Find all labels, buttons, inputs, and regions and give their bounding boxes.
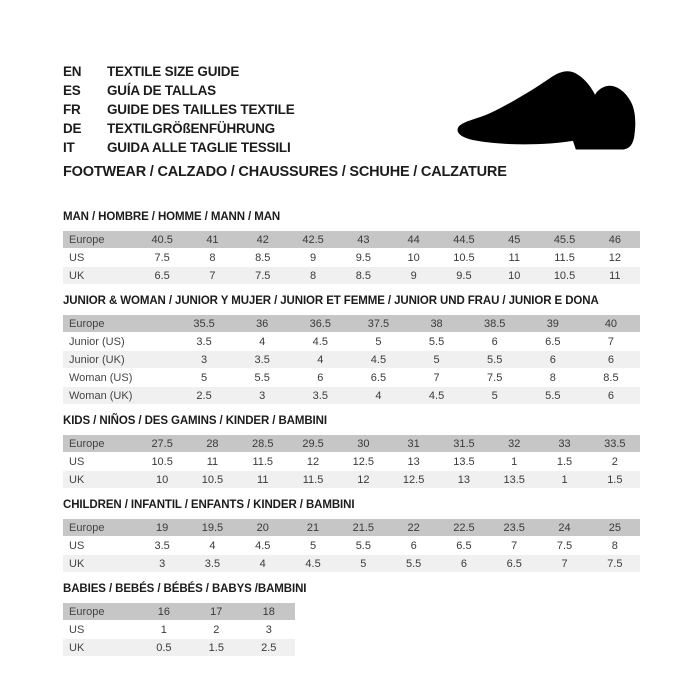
size-value: 12 — [338, 471, 388, 488]
table-row — [63, 387, 640, 404]
size-value: 16 — [138, 603, 190, 620]
size-value: 3 — [233, 387, 291, 404]
row-label: US — [63, 453, 137, 470]
size-value: 3.5 — [233, 351, 291, 368]
size-value: 7.5 — [238, 267, 288, 284]
size-value: 3.5 — [137, 537, 187, 554]
size-value: 1 — [138, 621, 190, 638]
table-row — [63, 315, 640, 332]
language-code: IT — [63, 140, 75, 155]
tables-container — [63, 211, 640, 657]
size-table-title: CHILDREN / INFANTIL / ENFANTS / KINDER / BAMBINI — [63, 499, 355, 511]
size-value: 22.5 — [439, 519, 489, 536]
size-value: 31.5 — [439, 435, 489, 452]
size-value: 3 — [175, 351, 233, 368]
size-value: 40 — [582, 315, 640, 332]
row-label: Junior (UK) — [63, 351, 175, 368]
size-value: 2.5 — [175, 387, 233, 404]
size-value: 9.5 — [338, 249, 388, 266]
size-value: 22 — [388, 519, 438, 536]
language-label: GUÍA DE TALLAS — [107, 83, 216, 98]
size-value: 5.5 — [338, 537, 388, 554]
size-value: 11.5 — [238, 453, 288, 470]
size-value: 7 — [408, 369, 466, 386]
size-value: 7 — [187, 267, 237, 284]
size-table-section — [63, 415, 640, 489]
language-label: GUIDE DES TAILLES TEXTILE — [107, 102, 295, 117]
table-row — [63, 351, 640, 368]
size-table — [63, 314, 640, 405]
table-row — [63, 333, 640, 350]
table-row — [63, 519, 640, 536]
size-value: 3 — [137, 555, 187, 572]
size-value: 13 — [439, 471, 489, 488]
size-value: 8 — [524, 369, 582, 386]
size-value: 39 — [524, 315, 582, 332]
row-label: UK — [63, 639, 138, 656]
table-row — [63, 267, 640, 284]
size-value: 4 — [349, 387, 407, 404]
size-value: 21.5 — [338, 519, 388, 536]
size-value: 37.5 — [349, 315, 407, 332]
size-value: 3.5 — [175, 333, 233, 350]
size-value: 35.5 — [175, 315, 233, 332]
size-value: 5 — [349, 333, 407, 350]
size-value: 23.5 — [489, 519, 539, 536]
size-value: 7 — [539, 555, 589, 572]
size-value: 4.5 — [349, 351, 407, 368]
size-value: 11.5 — [288, 471, 338, 488]
size-value: 8 — [288, 267, 338, 284]
size-value: 1 — [539, 471, 589, 488]
size-table-title: BABIES / BEBÉS / BÉBÉS / BABYS /BAMBINI — [63, 583, 307, 595]
row-label: US — [63, 249, 137, 266]
size-value: 0.5 — [138, 639, 190, 656]
size-value: 9.5 — [439, 267, 489, 284]
size-value: 13 — [388, 453, 438, 470]
size-value: 44.5 — [439, 231, 489, 248]
size-value: 12 — [288, 453, 338, 470]
language-code: ES — [63, 83, 81, 98]
size-value: 19.5 — [187, 519, 237, 536]
category-title: FOOTWEAR / CALZADO / CHAUSSURES / SCHUHE / CALZATURE — [63, 164, 507, 180]
row-label: Woman (UK) — [63, 387, 175, 404]
size-value: 5 — [338, 555, 388, 572]
size-value: 43 — [338, 231, 388, 248]
table-row — [63, 249, 640, 266]
table-row — [63, 369, 640, 386]
size-value: 4.5 — [238, 537, 288, 554]
size-value: 46 — [590, 231, 640, 248]
size-value: 7.5 — [466, 369, 524, 386]
size-value: 11.5 — [539, 249, 589, 266]
size-value: 25 — [590, 519, 640, 536]
size-value: 5 — [288, 537, 338, 554]
size-value: 10 — [388, 249, 438, 266]
size-value: 4 — [291, 351, 349, 368]
size-value: 33.5 — [590, 435, 640, 452]
table-row — [63, 621, 295, 638]
row-label: Europe — [63, 231, 137, 248]
table-row — [63, 435, 640, 452]
shoe-icon — [448, 66, 648, 162]
size-value: 6.5 — [349, 369, 407, 386]
size-value: 5.5 — [524, 387, 582, 404]
size-table-title: MAN / HOMBRE / HOMME / MANN / MAN — [63, 211, 281, 223]
size-value: 5.5 — [233, 369, 291, 386]
size-value: 7.5 — [590, 555, 640, 572]
size-value: 6 — [291, 369, 349, 386]
size-value: 45.5 — [539, 231, 589, 248]
size-value: 6 — [582, 387, 640, 404]
size-value: 5.5 — [408, 333, 466, 350]
size-table-section — [63, 211, 640, 285]
size-value: 44 — [388, 231, 438, 248]
size-value: 2.5 — [243, 639, 295, 656]
size-table — [63, 434, 640, 489]
size-table-title: JUNIOR & WOMAN / JUNIOR Y MUJER / JUNIOR ET FEMME / JUNIOR UND FRAU / JUNIOR E DONA — [63, 295, 599, 307]
size-value: 27.5 — [137, 435, 187, 452]
size-value: 21 — [288, 519, 338, 536]
size-table-section — [63, 295, 640, 405]
size-value: 42 — [238, 231, 288, 248]
size-value: 28 — [187, 435, 237, 452]
size-value: 12 — [590, 249, 640, 266]
size-value: 11 — [489, 249, 539, 266]
size-value: 1.5 — [190, 639, 242, 656]
size-table-section — [63, 499, 640, 573]
size-value: 8 — [187, 249, 237, 266]
row-label: US — [63, 621, 138, 638]
size-value: 28.5 — [238, 435, 288, 452]
row-label: Europe — [63, 519, 137, 536]
size-value: 4.5 — [291, 333, 349, 350]
row-label: Europe — [63, 435, 137, 452]
size-value: 11 — [187, 453, 237, 470]
size-value: 7 — [489, 537, 539, 554]
size-value: 2 — [190, 621, 242, 638]
size-value: 41 — [187, 231, 237, 248]
size-value: 45 — [489, 231, 539, 248]
table-row — [63, 603, 295, 620]
size-value: 5 — [408, 351, 466, 368]
size-value: 8 — [590, 537, 640, 554]
size-value: 3 — [243, 621, 295, 638]
size-value: 8.5 — [338, 267, 388, 284]
size-value: 4.5 — [288, 555, 338, 572]
size-value: 4 — [233, 333, 291, 350]
size-value: 11 — [590, 267, 640, 284]
size-value: 10.5 — [439, 249, 489, 266]
size-value: 6 — [466, 333, 524, 350]
size-value: 6.5 — [524, 333, 582, 350]
size-value: 31 — [388, 435, 438, 452]
size-value: 19 — [137, 519, 187, 536]
size-value: 4 — [238, 555, 288, 572]
size-value: 10.5 — [539, 267, 589, 284]
size-value: 13.5 — [489, 471, 539, 488]
size-value: 32 — [489, 435, 539, 452]
size-table — [63, 518, 640, 573]
size-table-section — [63, 583, 640, 657]
size-value: 2 — [590, 453, 640, 470]
size-value: 33 — [539, 435, 589, 452]
size-value: 5.5 — [466, 351, 524, 368]
table-row — [63, 231, 640, 248]
language-label: TEXTILE SIZE GUIDE — [107, 64, 240, 79]
table-row — [63, 639, 295, 656]
language-code: EN — [63, 64, 82, 79]
size-value: 17 — [190, 603, 242, 620]
size-value: 9 — [388, 267, 438, 284]
table-row — [63, 555, 640, 572]
size-value: 7 — [582, 333, 640, 350]
size-value: 8.5 — [582, 369, 640, 386]
size-value: 4.5 — [408, 387, 466, 404]
size-value: 13.5 — [439, 453, 489, 470]
size-value: 1.5 — [590, 471, 640, 488]
size-value: 5 — [466, 387, 524, 404]
table-row — [63, 537, 640, 554]
size-value: 6 — [524, 351, 582, 368]
size-value: 38.5 — [466, 315, 524, 332]
size-table — [63, 230, 640, 285]
row-label: US — [63, 537, 137, 554]
language-code: DE — [63, 121, 82, 136]
size-value: 10 — [137, 471, 187, 488]
row-label: UK — [63, 267, 137, 284]
size-value: 40.5 — [137, 231, 187, 248]
size-value: 11 — [238, 471, 288, 488]
language-label: TEXTILGRÖßENFÜHRUNG — [107, 121, 275, 136]
size-value: 10.5 — [187, 471, 237, 488]
size-value: 6 — [388, 537, 438, 554]
size-value: 36.5 — [291, 315, 349, 332]
row-label: UK — [63, 471, 137, 488]
table-row — [63, 471, 640, 488]
size-value: 3.5 — [187, 555, 237, 572]
size-value: 6 — [439, 555, 489, 572]
row-label: Europe — [63, 315, 175, 332]
size-value: 6 — [582, 351, 640, 368]
size-value: 30 — [338, 435, 388, 452]
size-value: 29.5 — [288, 435, 338, 452]
size-value: 4 — [187, 537, 237, 554]
row-label: Europe — [63, 603, 138, 620]
size-value: 6.5 — [439, 537, 489, 554]
size-value: 42.5 — [288, 231, 338, 248]
table-row — [63, 453, 640, 470]
size-value: 6.5 — [489, 555, 539, 572]
size-value: 12.5 — [388, 471, 438, 488]
size-value: 7.5 — [539, 537, 589, 554]
size-value: 6.5 — [137, 267, 187, 284]
row-label: Junior (US) — [63, 333, 175, 350]
size-value: 18 — [243, 603, 295, 620]
size-value: 12.5 — [338, 453, 388, 470]
size-value: 8.5 — [238, 249, 288, 266]
size-table — [63, 602, 295, 657]
row-label: UK — [63, 555, 137, 572]
size-value: 10 — [489, 267, 539, 284]
size-value: 7.5 — [137, 249, 187, 266]
size-value: 9 — [288, 249, 338, 266]
size-value: 20 — [238, 519, 288, 536]
size-value: 36 — [233, 315, 291, 332]
size-value: 10.5 — [137, 453, 187, 470]
language-label: GUIDA ALLE TAGLIE TESSILI — [107, 140, 291, 155]
row-label: Woman (US) — [63, 369, 175, 386]
size-table-title: KIDS / NIÑOS / DES GAMINS / KINDER / BAMBINI — [63, 415, 327, 427]
size-value: 1.5 — [539, 453, 589, 470]
size-value: 3.5 — [291, 387, 349, 404]
size-value: 5.5 — [388, 555, 438, 572]
size-value: 5 — [175, 369, 233, 386]
size-value: 24 — [539, 519, 589, 536]
size-value: 38 — [408, 315, 466, 332]
language-code: FR — [63, 102, 81, 117]
size-value: 1 — [489, 453, 539, 470]
